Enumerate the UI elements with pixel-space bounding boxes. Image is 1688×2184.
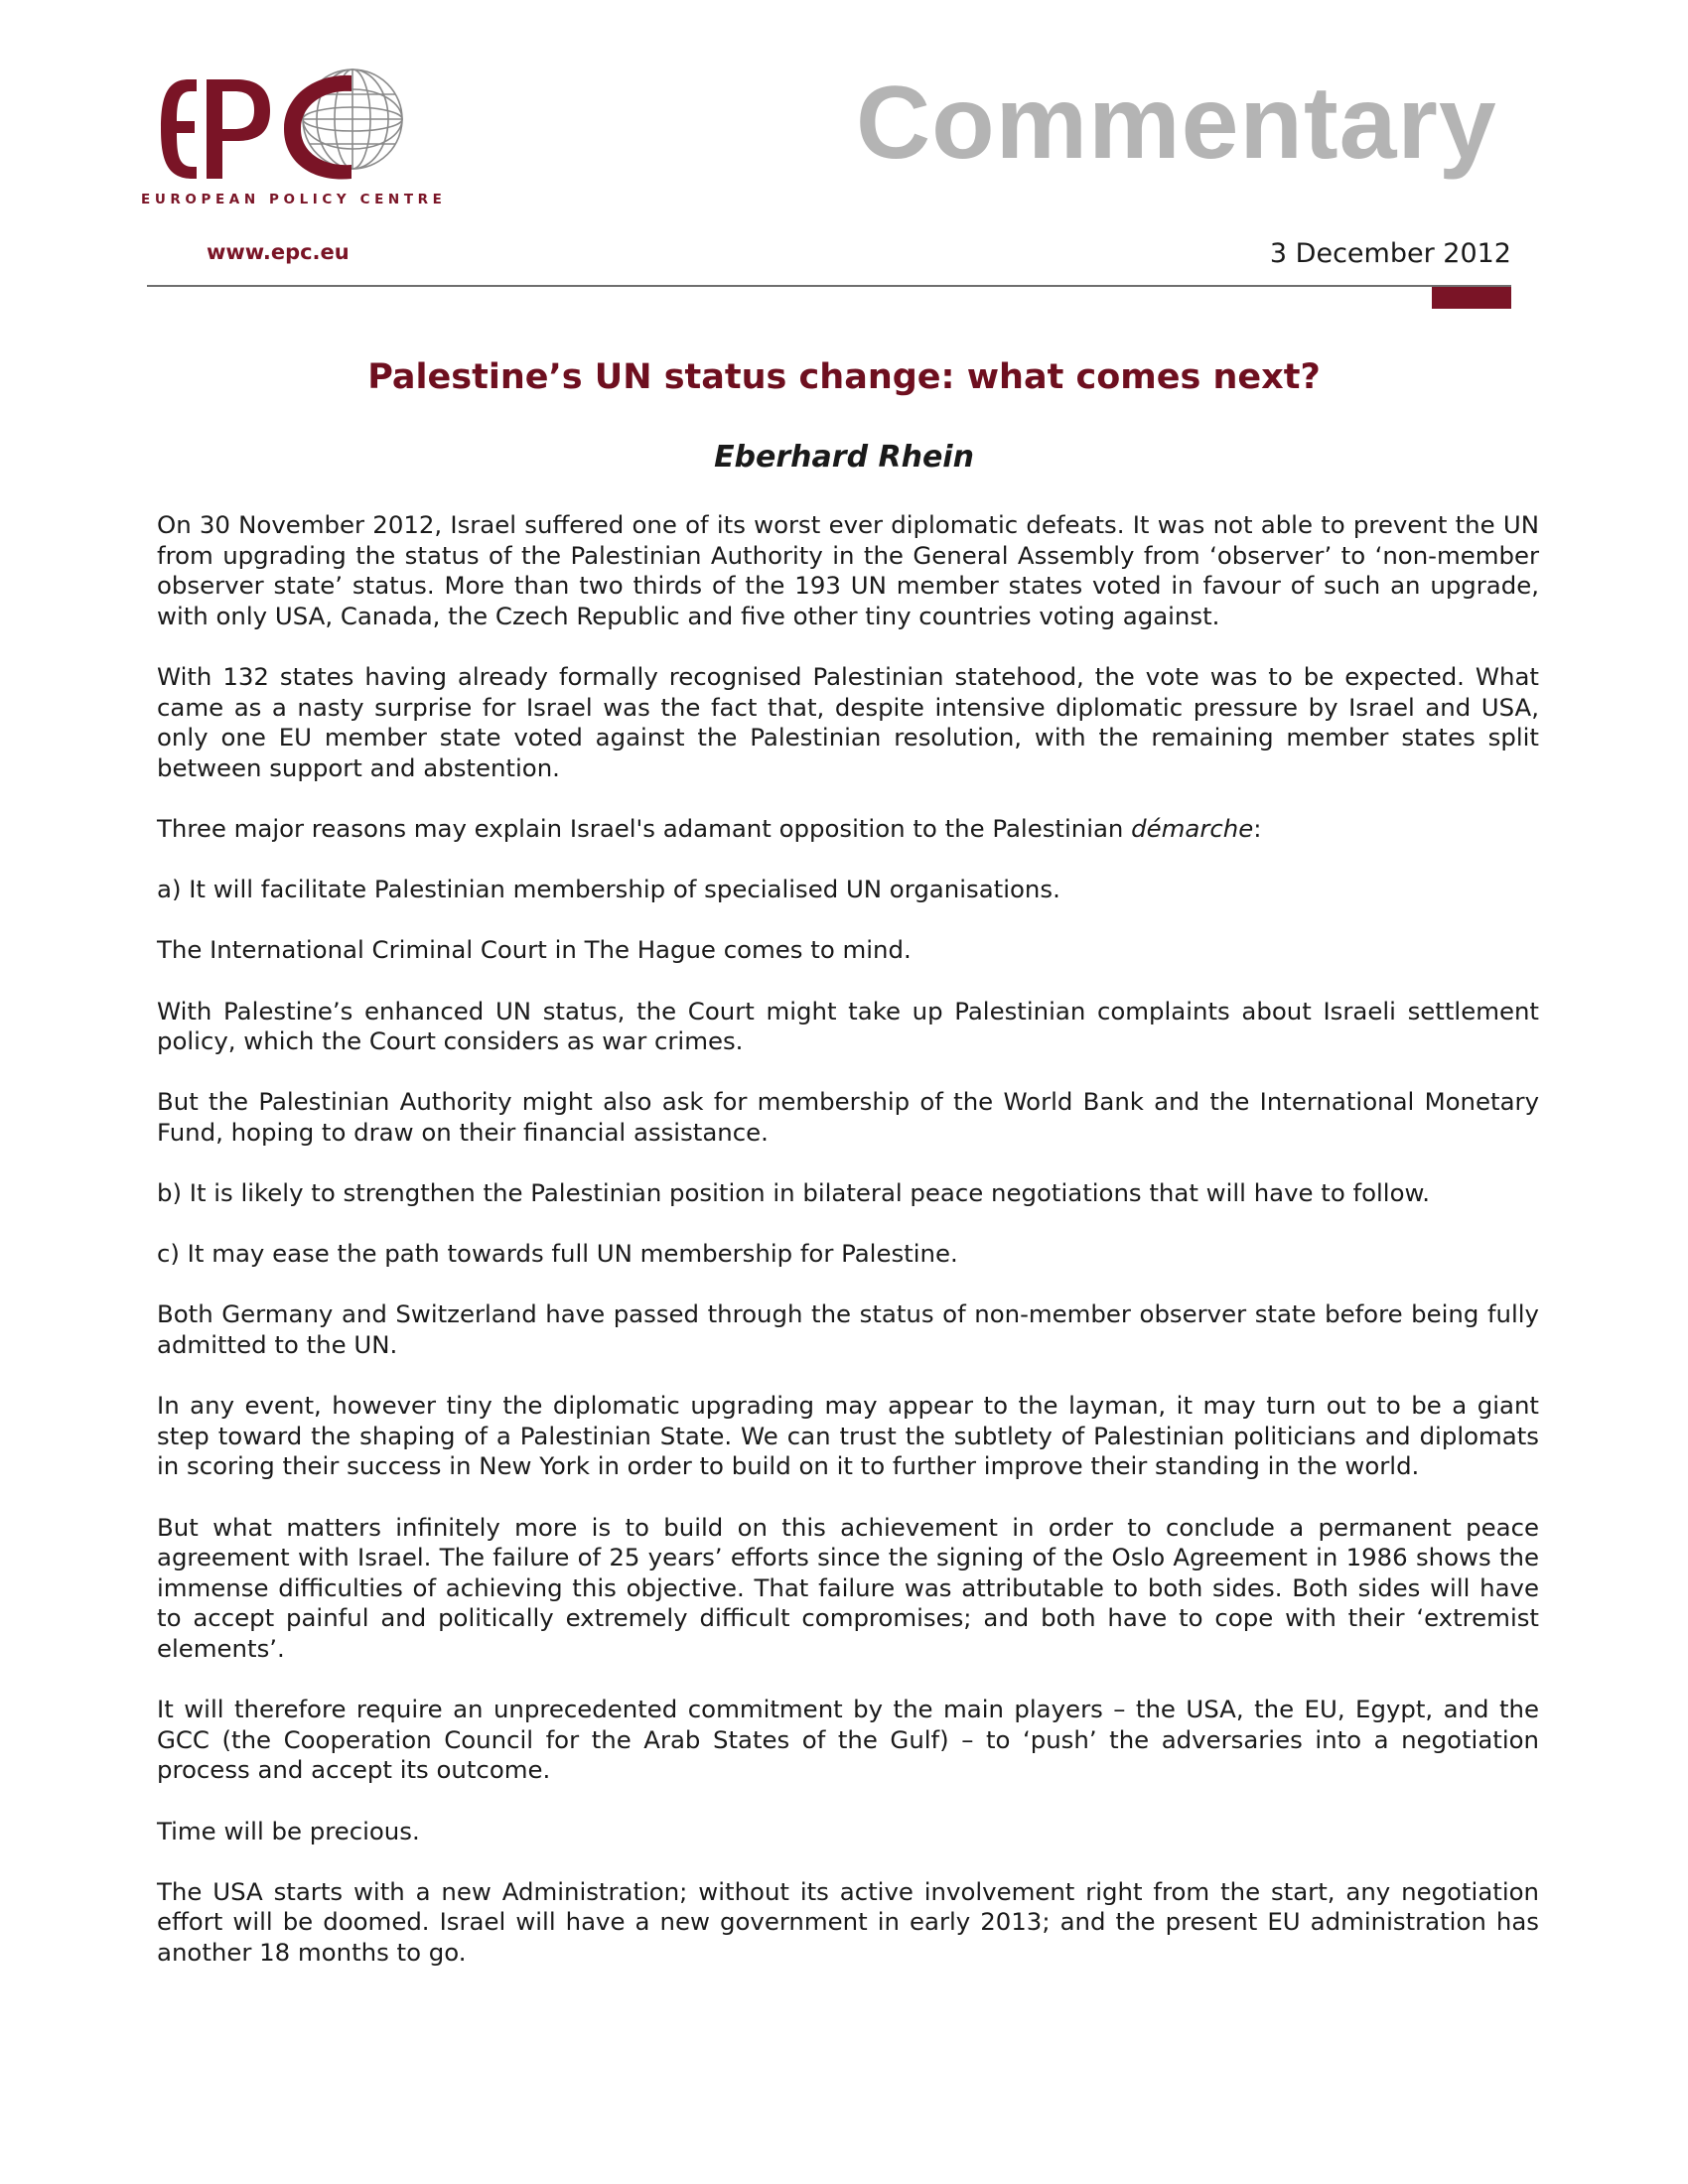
reason-b: b) It is likely to strengthen the Palestinian position in bilateral peace negotiations that will have to follow. — [157, 1178, 1430, 1208]
article-author: Eberhard Rhein — [714, 440, 974, 475]
document-type-heading: Commentary — [856, 66, 1497, 181]
paragraph-12: It will therefore require an unprecedented commitment by the main players – the USA, the EU, Egypt, and the GCC (the Cooperation Council for the Arab States of the Gulf) – to ‘push’ the adversaries into a negotiation process and accept its outcome. — [157, 1695, 1539, 1785]
paragraph-4: The International Criminal Court in The Hague comes to mind. — [157, 935, 912, 965]
paragraph-2: With 132 states having already formally recognised Palestinian statehood, the vote was to be expected. What came as a nasty surprise for Israel was the fact that, despite intensive diplomatic pressure by Israel and USA, only one EU member state voted against the Palestinian resolution, with the remaining member states split between support and abstention. — [157, 661, 1539, 782]
epc-logo — [139, 68, 447, 216]
paragraph-11: But what matters infinitely more is to build on this achievement in order to conclude a permanent peace agreement with Israel. The failure of 25 years’ efforts since the signing of the Oslo Agreement in 1986 shows the immense difficulties of achieving this objective. That failure was attributable to both sides. Both sides will have to accept painful and politically extremely difficult compromises; and both have to cope with their ‘extremist elements’. — [157, 1512, 1539, 1663]
epc-logo-graphic — [139, 68, 437, 192]
organization-name: EUROPEAN POLICY CENTRE — [141, 192, 447, 207]
reasons-intro-end: : — [1253, 813, 1262, 843]
article-body — [157, 510, 1539, 1998]
header-divider — [147, 285, 1511, 287]
paragraph-14: The USA starts with a new Administration; without its active involvement right from the start, any negotiation effort will be doomed. Israel will have a new government in early 2013; and the present EU administration has another 18 months to go. — [157, 1876, 1539, 1967]
publication-date: 3 December 2012 — [1269, 238, 1511, 269]
paragraph-5: With Palestine’s enhanced UN status, the Court might take up Palestinian complaints about Israeli settlement policy, which the Court considers as war crimes. — [157, 996, 1539, 1056]
reasons-intro-text: Three major reasons may explain Israel's adamant opposition to the Palestinian — [157, 813, 1132, 843]
paragraph-13: Time will be precious. — [157, 1816, 420, 1845]
paragraph-9: Both Germany and Switzerland have passed through the status of non-member observer state before being fully admitted to the UN. — [157, 1299, 1539, 1360]
website-link[interactable]: www.epc.eu — [207, 240, 350, 264]
paragraph-1: On 30 November 2012, Israel suffered one of its worst ever diplomatic defeats. It was not able to prevent the UN from upgrading the status of the Palestinian Authority in the General Assembly from ‘observer’ to ‘non-member observer state’ status. More than two thirds of the 193 UN member states voted in favour of such an upgrade, with only USA, Canada, the Czech Republic and five other tiny countries voting against. — [157, 510, 1539, 630]
reason-a: a) It will facilitate Palestinian membership of specialised UN organisations. — [157, 875, 1060, 904]
reasons-term: démarche — [1131, 813, 1254, 843]
reason-c: c) It may ease the path towards full UN membership for Palestine. — [157, 1239, 958, 1269]
paragraph-10: In any event, however tiny the diplomatic upgrading may appear to the layman, it may turn out to be a giant step toward the shaping of a Palestinian State. We can trust the subtlety of Palestinian politicians and diplomats in scoring their success in New York in order to build on it to further improve their standing in the world. — [157, 1391, 1539, 1481]
paragraph-reasons-intro — [157, 814, 1539, 845]
header-divider-accent — [1432, 287, 1511, 309]
paragraph-6: But the Palestinian Authority might also ask for membership of the World Bank and the International Monetary Fund, hoping to draw on their financial assistance. — [157, 1087, 1539, 1147]
article-title: Palestine’s UN status change: what comes next? — [367, 357, 1321, 397]
